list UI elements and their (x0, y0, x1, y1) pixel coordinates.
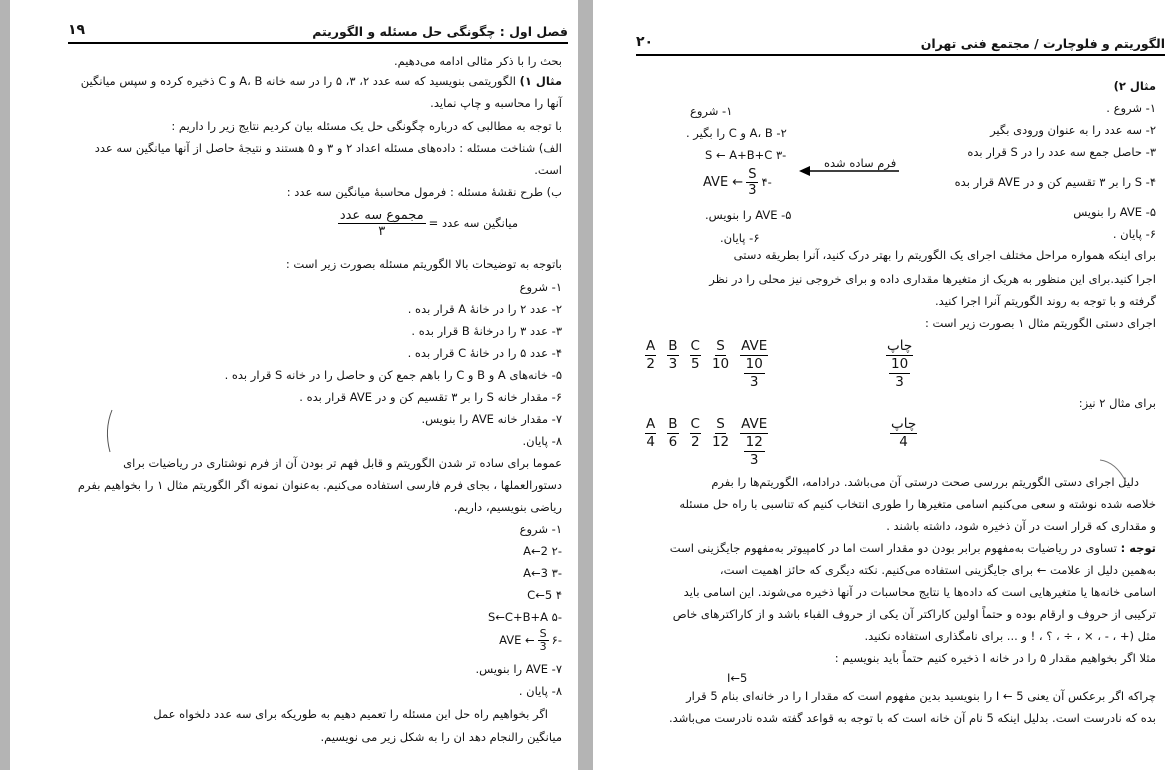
text-line: اجرا کنید.برای این منظور به هریک از متغیرها مقداری داده و برای خروجی نیز محلی را در نظر (709, 272, 1156, 286)
simplified-step (705, 148, 786, 163)
step-number: -۴ (761, 175, 772, 189)
left-arrow-icon (799, 165, 901, 177)
trace-column (690, 338, 701, 373)
trace-column (886, 338, 913, 391)
var-name: B (668, 416, 678, 432)
step-number: -۶ (551, 633, 562, 647)
var-value: 12 (711, 434, 730, 450)
fraction-numerator: S (539, 627, 547, 640)
text-line: ریاضی بنویسیم، داریم. (453, 500, 562, 514)
algorithm-step: ۵- خانه‌های A و B و C را باهم جمع کن و حاصل را در خانه S قرار بده . (224, 368, 562, 382)
text-line: میانگین رالنجام دهد ان را به شکل زیر می نویسیم. (320, 730, 562, 744)
fraction-numerator: 12 (745, 434, 763, 450)
text-line: عموما برای ساده تر شدن الگوریتم و قابل فهم تر بودن آن از فرم نوشتاری در ریاضیات برای (123, 456, 562, 470)
step-fraction (538, 628, 549, 653)
page-number: ۲۰ (636, 34, 654, 50)
var-fraction (744, 434, 765, 469)
text-line: و مقداری که قرار است در آن ذخیره شود، داشته باشند . (886, 519, 1156, 533)
example-label: مثال ۲) (1113, 79, 1156, 93)
algorithm-step: ۶- مقدار خانه S را بر ۳ تقسیم کن و در AVE قرار بده . (299, 390, 562, 404)
simplified-step: ۶- پایان. (720, 231, 760, 245)
math-step (527, 588, 562, 603)
fraction-denominator: 3 (749, 374, 759, 390)
step-number: ۴ (555, 588, 562, 602)
text-line: گرفته و با توجه به روند الگوریتم آنرا اجرا کنید. (935, 294, 1156, 308)
step-fraction (746, 167, 758, 198)
step-expr: C←5 (527, 588, 553, 602)
text-line: برای مثال ۲ نیز: (1078, 396, 1156, 410)
text-line: با توجه به مطالبی که درباره چگونگی حل یک مسئله بیان کردیم نتایج زیر را داریم : (171, 119, 562, 133)
trace-column (645, 338, 656, 373)
step-expr: AVE ← (703, 175, 744, 190)
text-line: مثل (+ ، - ، × ، ÷ ، ؟ ، ! و ... برای نامگذاری استفاده نکنید. (864, 629, 1156, 643)
page-header (68, 22, 568, 44)
trace-column (667, 338, 678, 373)
var-value: 6 (668, 434, 678, 450)
step-number: -۳ (551, 566, 562, 580)
average-formula (335, 208, 518, 239)
fraction-numerator: 10 (890, 356, 909, 372)
page-20 (593, 0, 1171, 770)
var-name: S (716, 338, 725, 354)
math-step: ۷- AVE را بنویس. (475, 662, 562, 676)
var-name: C (690, 338, 700, 354)
text-line: ب) طرح نقشهٔ مسئله : فرمول محاسبهٔ میانگین سه عدد : (286, 185, 562, 199)
algorithm-step: ۵- AVE را بنویس (1073, 205, 1156, 219)
fraction-numerator: S (748, 167, 757, 182)
header-title: فصل اول : چگونگی حل مسئله و الگوریتم (312, 24, 568, 39)
var-name: A (646, 416, 656, 432)
step-expr: AVE ← (499, 633, 535, 647)
trace-column (890, 416, 917, 451)
simplified-step: ۵- AVE را بنویس. (705, 208, 792, 222)
text-line: چراکه اگر برعکس آن یعنی 5 ← I را بنویسید بدین مفهوم است که مقدار I را در خانه‌ای بنام 5 قرار (686, 689, 1156, 703)
text-line: اجرای دستی الگوریتم مثال ۱ بصورت زیر است : (924, 316, 1156, 330)
page-19 (10, 0, 578, 770)
fraction-denominator: 3 (895, 374, 904, 390)
trace-column (712, 338, 729, 373)
print-value: 4 (899, 434, 908, 450)
math-step: ۸- پایان . (518, 684, 562, 698)
simplified-step: ۱- شروع (690, 104, 733, 118)
formula-label: میانگین سه عدد = (428, 216, 518, 230)
text-line: اسامی خانه‌ها یا متغیرهایی است که داده‌ها یا نتایج محاسبات در آنها ذخیره می‌شوند. این اسامی باید (683, 585, 1156, 599)
text-line: آنها را محاسبه و چاپ نماید. (430, 96, 562, 110)
algorithm-step: ۲- سه عدد را به عنوان ورودی بگیر (990, 123, 1156, 137)
trace-column (740, 338, 768, 391)
var-value: 5 (690, 356, 700, 372)
trace-output-2 (890, 416, 917, 451)
fraction-denominator: 3 (748, 183, 757, 198)
fraction-numerator: 10 (745, 356, 763, 372)
example-label: مثال ۱) (519, 74, 562, 88)
print-label: چاپ (891, 416, 917, 432)
example-text: الگوریتمی بنویسید که سه عدد ۲، ۳، ۵ را در سه خانه A، B و C ذخیره کرده و سپس میانگین (80, 74, 516, 88)
var-value: 2 (646, 356, 655, 372)
var-fraction (744, 356, 765, 391)
trace-table-2 (645, 416, 768, 469)
algorithm-step: ۸- پایان. (522, 434, 562, 448)
var-value: 3 (668, 356, 678, 372)
formula-fraction (338, 208, 426, 239)
pencil-mark (1098, 458, 1128, 484)
arrow-label: فرم ساده شده (824, 156, 897, 170)
var-name: S (716, 416, 725, 432)
text-line: اگر بخواهیم راه حل این مسئله را تعمیم دهیم به طوریکه برای سه عدد دلخواه عمل (153, 707, 548, 721)
step-number: -۲ (551, 544, 562, 558)
var-name: AVE (741, 338, 768, 354)
trace-column (740, 416, 768, 469)
text-line: خلاصه شده نوشته و سعی می‌کنیم اسامی متغیرها را طوری انتخاب کنیم که تناسبی با راه حل مسئله (679, 497, 1156, 511)
text-line: باتوجه به توضیحات بالا الگوریتم مسئله بصورت زیر است : (285, 257, 562, 271)
var-name: A (646, 338, 656, 354)
step-number: -۳ (775, 148, 787, 162)
assignment-example: I←5 (727, 671, 748, 685)
var-name: AVE (741, 416, 768, 432)
text-line: به‌همین دلیل از علامت ← برای جایگزینی استفاده می‌کنیم. نکته دیگری که حائز اهمیت است، (719, 563, 1156, 577)
text-line: دستورالعملها ، بجای فرم فارسی استفاده می‌کنیم. به‌عنوان نمونه اگر الگوریتم مثال ۱ را بخواهیم بفرم (77, 478, 562, 492)
text-line: ترکیبی از حروف و ارقام بوده و حتماً اولین کاراکتر آن یکی از حروف الفباء باشد و از کاراکترهای خاص (672, 607, 1156, 621)
algorithm-step: ۳- عدد ۳ را درخانهٔ B قرار بده . (411, 324, 562, 338)
note-label: توجه : (1120, 541, 1156, 555)
print-fraction (889, 356, 910, 391)
algorithm-step: ۱- شروع (519, 280, 562, 294)
simplified-step: ۲- A، B و C را بگیر . (686, 126, 787, 140)
text-line: الف) شناخت مسئله : داده‌های مسئله اعداد ۲ و ۳ و ۵ هستند و نتیجهٔ حاصل از آنها میانگین سه عدد (94, 141, 562, 155)
text-line: است. (534, 163, 562, 177)
step-expr: S←C+B+A (488, 610, 548, 624)
var-value: 4 (646, 434, 655, 450)
simplified-step (703, 167, 772, 198)
page-number: ۱۹ (68, 22, 86, 38)
text-line: بحث را با ذکر مثالی ادامه می‌دهیم. (393, 54, 562, 68)
trace-column (667, 416, 678, 451)
trace-column (645, 416, 656, 451)
note-text: تساوی در ریاضیات به‌مفهوم برابر بودن دو مقدار است اما در کامپیوتر به‌مفهوم جایگزینی است (669, 541, 1117, 555)
algorithm-step: ۳- حاصل جمع سه عدد را در S قرار بده (967, 145, 1156, 159)
step-number: -۵ (551, 610, 562, 624)
header-title: الگوریتم و فلوچارت / مجتمع فنی تهران (920, 36, 1165, 51)
formula-numerator: مجموع سه عدد (339, 208, 424, 223)
var-value: 10 (711, 356, 730, 372)
print-label: چاپ (887, 338, 913, 354)
page-header (636, 34, 1165, 56)
text-line: بده که نادرست است. بدلیل اینکه 5 نام آن خانه است که با توجه به قواعد گفته شده نادرست می‌باشد. (668, 711, 1156, 725)
text-line (81, 74, 562, 89)
math-step (488, 610, 562, 625)
text-line: دلیل اجرای دستی الگوریتم بررسی صحت درستی آن می‌باشد. درادامه، الگوریتم‌ها را بفرم (711, 475, 1139, 489)
fraction-denominator: 3 (749, 452, 759, 468)
text-line: مثلا اگر بخواهیم مقدار ۵ را در خانه I ذخیره کنیم حتماً باید بنویسیم : (834, 651, 1156, 665)
algorithm-step: ۲- عدد ۲ را در خانهٔ A قرار بده . (407, 302, 562, 316)
algorithm-step: ۴- S را بر ۳ تقسیم کن و در AVE قرار بده (954, 175, 1156, 189)
math-step (523, 544, 562, 559)
math-step (499, 628, 562, 653)
formula-denominator: ۳ (378, 224, 386, 239)
math-step: ۱- شروع (519, 522, 562, 536)
var-value: 2 (690, 434, 700, 450)
algorithm-step: ۴- عدد ۵ را در خانهٔ C قرار بده . (407, 346, 562, 360)
algorithm-step: ۷- مقدار خانه AVE را بنویس. (421, 412, 562, 426)
fraction-denominator: 3 (539, 640, 547, 653)
step-expr: A←3 (523, 566, 548, 580)
math-step (523, 566, 562, 581)
step-expr: S ← A+B+C (705, 148, 773, 162)
var-name: C (690, 416, 700, 432)
text-line: برای اینکه همواره مراحل مختلف اجرای یک الگوریتم را بهتر درک کنید، آنرا بطریقه دستی (733, 248, 1156, 262)
var-name: B (668, 338, 678, 354)
trace-column (712, 416, 729, 451)
note-line (670, 541, 1156, 556)
trace-table-1 (645, 338, 768, 391)
algorithm-step: ۱- شروع . (1106, 101, 1156, 115)
trace-output-1 (886, 338, 913, 391)
trace-column (690, 416, 701, 451)
algorithm-step: ۶- پایان . (1112, 227, 1156, 241)
pencil-mark (102, 408, 116, 454)
step-expr: A←2 (523, 544, 548, 558)
